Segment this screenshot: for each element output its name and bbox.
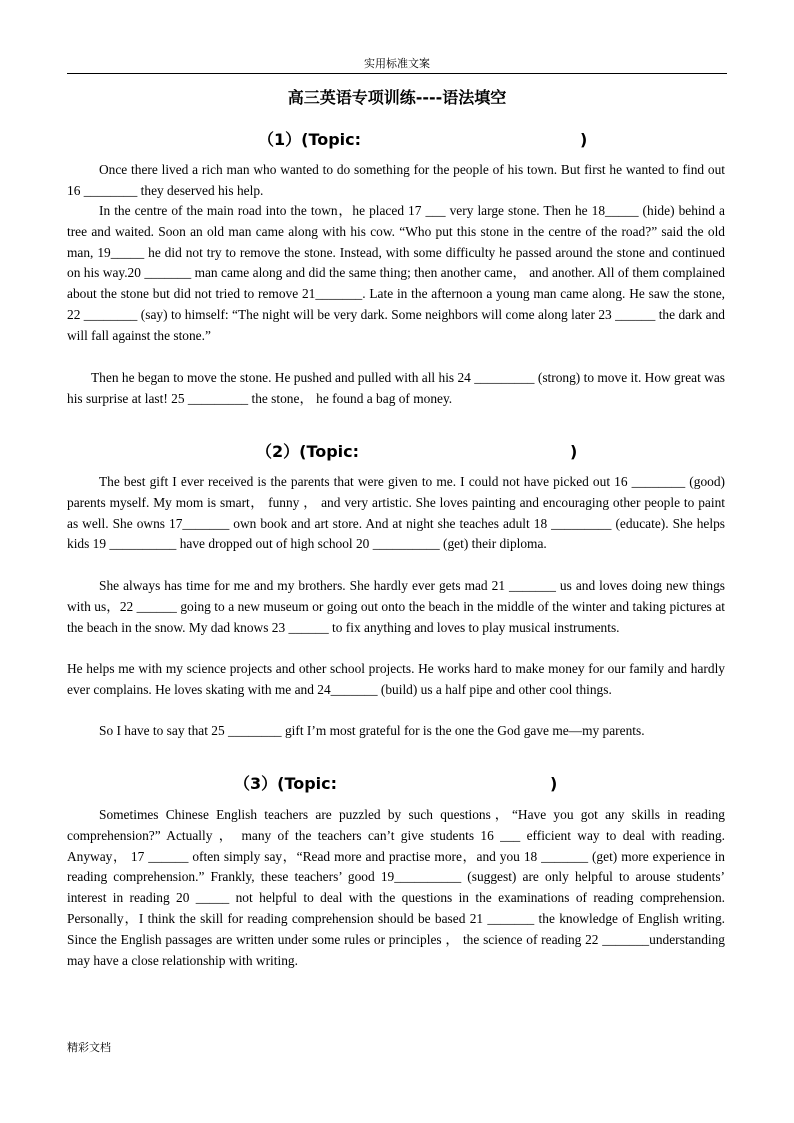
header-divider [67,73,727,74]
section-3-heading-close: ) [550,774,558,793]
page-footer: 精彩文档 [67,1041,111,1054]
document-title: 高三英语专项训练----语法填空 [287,88,507,107]
section-1-paragraph-1: Once there lived a rich man who wanted to do something for the people of his town. But first he wanted to find out 16 ________ they deserved his help. [67,162,725,198]
section-2-paragraph-4: So I have to say that 25 ________ gift I’m most grateful for is the one the God gave me—my parents. [99,723,645,738]
section-1-heading: （1）(Topic: [258,130,362,149]
section-2-paragraph-1: The best gift I ever received is the parents that were given to me. I could not have picked out 16 ________ (good) parents myself. My mom is smart， funny ， and very artistic. She loves painting and encouraging other people to paint as well. She owns 17_______ own book and art store. And at night she teaches adult 18 _________ (educate). She helps kids 19 __________ have dropped out of high school 20 __________ (get) their diploma. [67,474,725,552]
page-header: 实用标准文案 [364,57,430,70]
section-2-heading-close: ) [570,442,578,461]
section-2-heading: （2）(Topic: [256,442,360,461]
section-2-paragraph-3: He helps me with my science projects and other school projects. He works hard to make money for our family and hardly ever complains. He loves skating with me and 24_______ (build) us a half pipe and other cool things. [67,661,725,697]
section-2-paragraph-2: She always has time for me and my brothers. She hardly ever gets mad 21 _______ us and loves doing new things with us，22 ______ going to a new museum or going out onto the beach in the middle of the winter and taking pictures at the beach in the snow. My dad knows 23 ______ to fix anything and loves to play musical instruments. [67,578,725,635]
section-3-heading: （3）(Topic: [234,774,338,793]
section-1-heading-close: ) [580,130,588,149]
section-1-paragraph-2: In the centre of the main road into the town，he placed 17 ___ very large stone. Then he 18_____ (hide) behind a tree and waited. Soon an old man came along with his cow. “Who put this stone in the centre of the road?” said the old man, 19_____ he did not try to remove the stone. Instead, with some difficulty he passed around the stone and continued on his way.20 _______ man came along and did the same thing; then another came， and another. All of them complained about the stone but did not tried to remove 21_______. Late in the afternoon a young man came along. He saw the stone, 22 ________ (say) to himself: “The night will be very dark. Some neighbors will come along later 23 ______ the dark and will fall against the stone.” [67,203,725,343]
section-1-paragraph-3: Then he began to move the stone. He pushed and pulled with all his 24 _________ (strong) to move it. How great was his surprise at last! 25 _________ the stone， he found a bag of money. [67,370,725,406]
section-3-paragraph-1: Sometimes Chinese English teachers are puzzled by such questions，“Have you got any skills in reading comprehension?” Actually ， many of the teachers can’t give students 16 ___ efficient way to deal with reading. Anyway， 17 ______ often simply say，“Read more and practise more，and you 18 _______ (get) more experience in reading comprehension.” Frankly, these teachers’ good 19__________ (suggest) are only helpful to arouse students’ interest in reading 20 _____ not helpful to deal with the questions in the examinations of reading comprehension. Personally，I think the skill for reading comprehension should be based 21 _______ the knowledge of English writing. Since the English passages are written under some rules or principles ， the science of reading 22 _______understanding may have a close relationship with writing. [67,807,725,968]
